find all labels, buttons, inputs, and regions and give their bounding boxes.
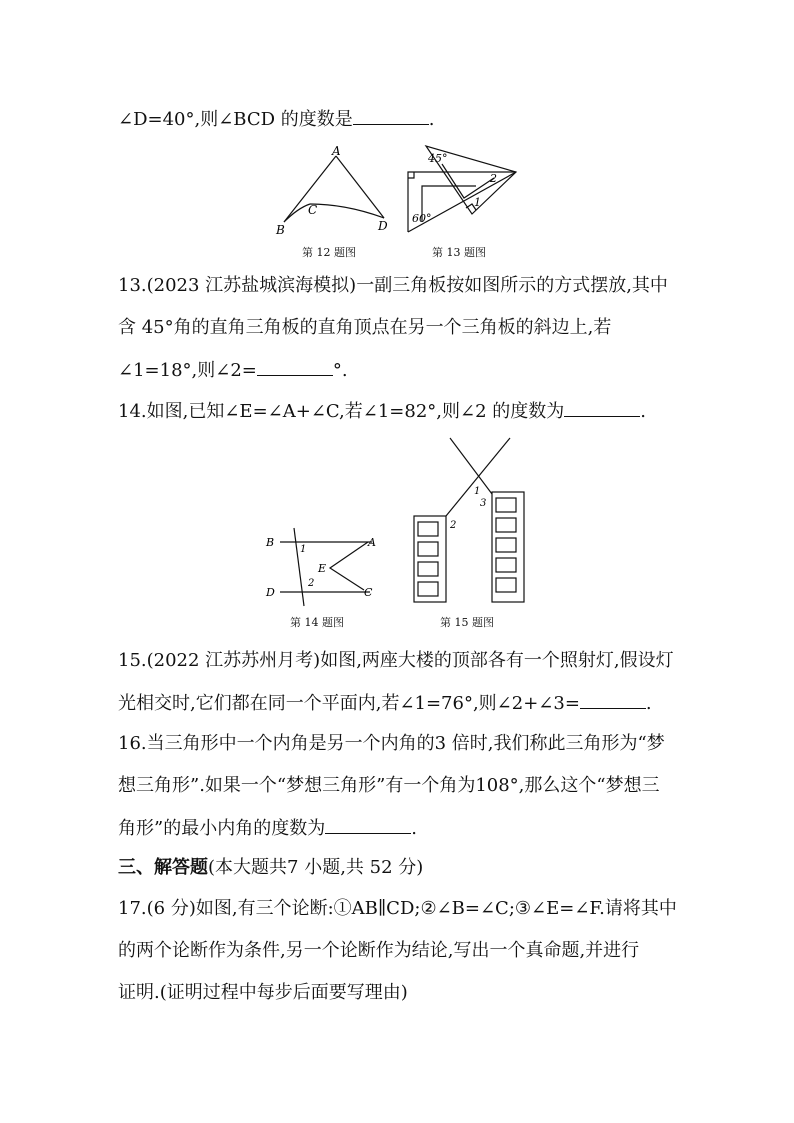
fig13-caption: 第 13 题图: [432, 246, 486, 259]
q16-line-2: 想三角形”.如果一个“梦想三角形”有一个角为108°,那么这个“梦想三: [118, 775, 660, 796]
q12-text: ∠D=40°,则∠BCD 的度数是: [118, 109, 353, 130]
q15-line-1: 15.(2022 江苏苏州月考)如图,两座大楼的顶部各有一个照射灯,假设灯: [118, 650, 674, 671]
q16-line-1: 16.当三角形中一个内角是另一个内角的3 倍时,我们称此三角形为“梦: [118, 733, 665, 754]
q15-answer-blank[interactable]: [580, 690, 646, 709]
label-D: D: [266, 586, 275, 599]
q13-tail: °.: [332, 360, 348, 381]
label-angle-2: 2: [450, 520, 457, 531]
q16-line-3: [118, 815, 417, 841]
fig14-caption: 第 14 题图: [290, 616, 344, 629]
q17-line-3: 证明.(证明过程中每步后面要写理由): [118, 982, 408, 1003]
label-C: C: [308, 203, 318, 217]
label-A: A: [368, 536, 376, 549]
fig12-caption: 第 12 题图: [302, 246, 356, 259]
label-60deg: 60°: [412, 212, 432, 225]
section-note: (本大题共7 小题,共 52 分): [208, 857, 424, 878]
section-3-heading: [118, 856, 423, 880]
q17-line-2: 的两个论断作为条件,另一个论断作为结论,写出一个真命题,并进行: [118, 940, 640, 961]
label-angle-2: 2: [308, 578, 315, 589]
label-B: B: [276, 223, 285, 237]
q17-line-1: 17.(6 分)如图,有三个论断:①AB∥CD;②∠B=∠C;③∠E=∠F.请将其中: [118, 898, 677, 919]
label-angle-1: 1: [474, 196, 481, 209]
section-title: 三、解答题: [118, 857, 208, 878]
q13-answer-blank[interactable]: [257, 357, 333, 376]
q12-answer-blank[interactable]: [353, 106, 429, 125]
q12-line: [118, 106, 435, 132]
figure-12: [270, 142, 400, 238]
q16-text-3: 角形”的最小内角的度数为: [118, 818, 326, 839]
q14-text: 14.如图,已知∠E=∠A+∠C,若∠1=82°,则∠2 的度数为: [118, 401, 565, 422]
label-C: C: [364, 586, 373, 599]
figure-13: [404, 138, 524, 238]
q13-line-3: [118, 357, 348, 383]
q13-line-1: 13.(2023 江苏盐城滨海模拟)一副三角板按如图所示的方式摆放,其中: [118, 275, 668, 296]
q16-answer-blank[interactable]: [325, 815, 411, 834]
figure-14: [262, 522, 384, 608]
label-angle-2: 2: [490, 172, 497, 185]
q14-answer-blank[interactable]: [564, 398, 640, 417]
label-angle-3: 3: [480, 498, 487, 509]
label-45deg: 45°: [428, 152, 448, 165]
q15-line-2: [118, 690, 652, 716]
q15-period: .: [645, 693, 652, 714]
label-B: B: [266, 536, 275, 549]
label-E: E: [318, 562, 327, 575]
label-A: A: [332, 144, 341, 158]
q14-line: [118, 398, 646, 424]
q15-text-2: 光相交时,它们都在同一个平面内,若∠1=76°,则∠2+∠3=: [118, 693, 580, 714]
figure-15: [410, 436, 526, 606]
fig15-caption: 第 15 题图: [440, 616, 494, 629]
q16-period: .: [411, 818, 417, 839]
q14-period: .: [640, 401, 646, 422]
q13-line-2: 含 45°角的直角三角板的直角顶点在另一个三角板的斜边上,若: [118, 317, 612, 338]
label-D: D: [378, 219, 388, 233]
label-angle-1: 1: [300, 544, 307, 555]
q13-text-3: ∠1=18°,则∠2=: [118, 360, 257, 381]
q12-period: .: [428, 109, 435, 130]
label-angle-1: 1: [474, 486, 481, 497]
